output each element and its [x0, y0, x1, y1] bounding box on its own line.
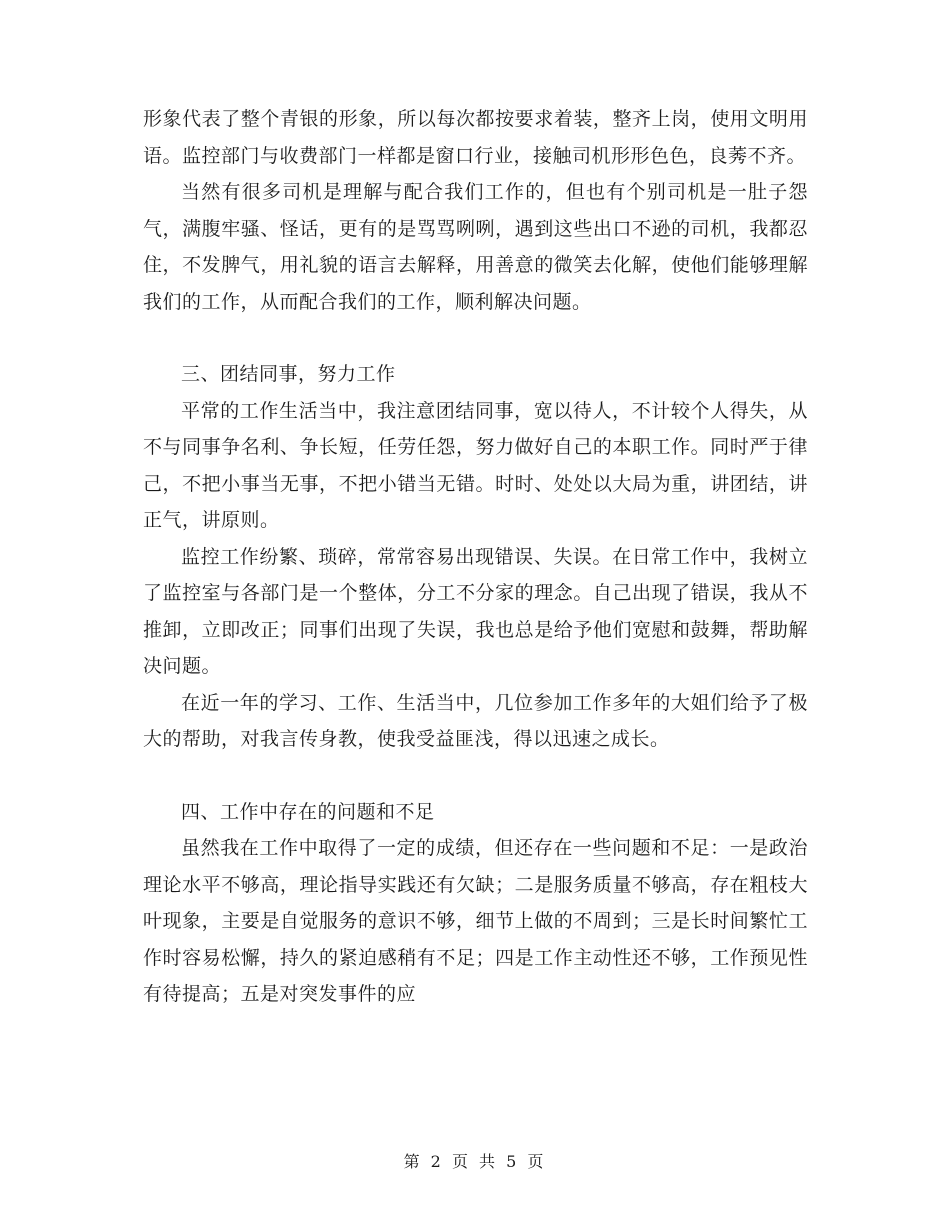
paragraph-gap — [143, 320, 808, 356]
paragraph-3: 平常的工作生活当中，我注意团结同事，宽以待人，不计较个人得失，从不与同事争名利、争长短，任劳任怨，努力做好自己的本职工作。同时严于律己，不把小事当无事，不把小错当无错。时时、处处以大局为重，讲团结，讲正气，讲原则。 — [143, 399, 808, 531]
paragraph-gap — [143, 758, 808, 794]
section-heading-3: 三、团结同事，努力工作 — [181, 363, 396, 385]
paragraph-1: 形象代表了整个青银的形象，所以每次都按要求着装，整齐上岗，使用文明用语。监控部门与收费部门一样都是窗口行业，接触司机形形色色，良莠不齐。 — [143, 108, 808, 167]
paragraph-2: 当然有很多司机是理解与配合我们工作的，但也有个别司机是一肚子怨气，满腹牢骚、怪话，更有的是骂骂咧咧，遇到这些出口不逊的司机，我都忍住，不发脾气，用礼貌的语言去解释，用善意的微笑去化解，使他们能够理解我们的工作，从而配合我们的工作，顺利解决问题。 — [143, 181, 808, 313]
paragraph-4: 监控工作纷繁、琐碎，常常容易出现错误、失误。在日常工作中，我树立了监控室与各部门是一个整体，分工不分家的理念。自己出现了错误，我从不推卸，立即改正；同事们出现了失误，我也总是给予他们宽慰和鼓舞，帮助解决问题。 — [143, 545, 808, 677]
paragraph-6: 虽然我在工作中取得了一定的成绩，但还存在一些问题和不足：一是政治理论水平不够高，理论指导实践还有欠缺；二是服务质量不够高，存在粗枝大叶现象，主要是自觉服务的意识不够，细节上做的不周到；三是长时间繁忙工作时容易松懈，持久的紧迫感稍有不足；四是工作主动性还不够，工作预见性有待提高；五是对突发事件的应 — [143, 837, 808, 1005]
page-number-footer: 第 2 页 共 5 页 — [403, 1152, 547, 1171]
paragraph-5: 在近一年的学习、工作、生活当中，几位参加工作多年的大姐们给予了极大的帮助，对我言传身教，使我受益匪浅，得以迅速之成长。 — [143, 691, 808, 750]
document-body — [143, 101, 808, 1013]
section-heading-4: 四、工作中存在的问题和不足 — [181, 800, 435, 823]
